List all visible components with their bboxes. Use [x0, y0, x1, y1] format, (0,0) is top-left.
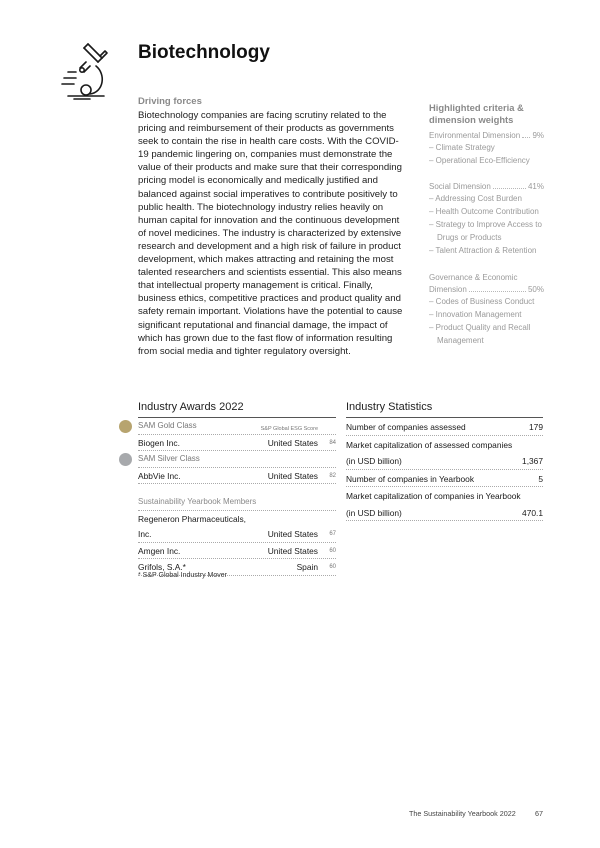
award-row — [138, 435, 336, 452]
members-label: Sustainability Yearbook Members — [138, 497, 257, 506]
stat-label: Number of companies assessed — [346, 422, 466, 432]
criteria-blocks — [429, 130, 544, 347]
criteria-item: – Codes of Business Conduct — [429, 297, 535, 306]
criteria-dimension-label: Dimension — [429, 285, 467, 294]
industry-awards — [138, 401, 336, 576]
member-row-line1 — [138, 511, 336, 527]
member-company: Grifols, S.A.* — [138, 562, 186, 572]
award-row — [138, 468, 336, 485]
criteria-heading: Highlighted criteria & dimension weights — [429, 102, 524, 125]
criteria-dimension — [429, 284, 544, 295]
criteria-section — [429, 102, 544, 361]
stat-row — [346, 470, 543, 488]
criteria-item: – Strategy to Improve Access to Drugs or Products — [429, 220, 542, 242]
award-company: Biogen Inc. — [138, 437, 180, 448]
criteria-weight: 41% — [527, 182, 544, 191]
stat-value: 470.1 — [522, 507, 543, 518]
criteria-block — [429, 181, 544, 257]
award-country: United States — [267, 470, 318, 481]
stat-value: 1,367 — [522, 456, 543, 466]
criteria-weight: 50% — [527, 285, 544, 294]
dotted-leader — [522, 130, 530, 138]
gold-medal-icon — [119, 420, 132, 433]
criteria-item: – Talent Attraction & Retention — [429, 246, 537, 255]
criteria-block — [429, 271, 544, 347]
footer-text: The Sustainability Yearbook 2022 — [409, 809, 516, 818]
member-score: 67 — [329, 531, 336, 537]
stat-row — [346, 418, 543, 436]
criteria-weight: 9% — [532, 131, 544, 140]
criteria-dimension-label: Governance & Economic — [429, 273, 518, 282]
member-company-cont: Inc. — [138, 529, 152, 539]
stat-label: (in USD billion) — [346, 507, 402, 518]
criteria-item: – Product Quality and Recall Management — [429, 323, 531, 345]
criteria-dimension-label: Environmental Dimension — [429, 131, 521, 140]
member-country: Spain — [296, 562, 318, 572]
stat-value: 5 — [538, 473, 543, 484]
member-score: 60 — [329, 547, 336, 554]
silver-medal-icon — [119, 453, 132, 466]
dotted-leader — [493, 181, 526, 189]
gold-class-label: SAM Gold Class — [138, 421, 197, 430]
stat-label: Market capitalization of companies in Yearbook — [346, 491, 521, 501]
member-row — [138, 526, 336, 543]
award-score: 84 — [329, 439, 336, 446]
stat-row — [346, 504, 543, 522]
page-title: Biotechnology — [138, 42, 270, 63]
stats-heading: Industry Statistics — [346, 401, 543, 418]
member-country: United States — [267, 529, 318, 539]
silver-class-label: SAM Silver Class — [138, 454, 200, 463]
award-country: United States — [267, 437, 318, 448]
criteria-item: – Health Outcome Contribution — [429, 207, 539, 216]
driving-forces-heading: Driving forces — [138, 96, 202, 107]
stat-label: (in USD billion) — [346, 456, 402, 466]
award-company: AbbVie Inc. — [138, 470, 181, 481]
member-score: 60 — [329, 564, 336, 570]
dotted-leader — [469, 284, 526, 292]
member-row — [138, 543, 336, 560]
criteria-item: – Innovation Management — [429, 310, 522, 319]
award-score: 82 — [329, 472, 336, 479]
stat-row — [346, 436, 543, 453]
criteria-block — [429, 130, 544, 167]
silver-class-row — [138, 451, 336, 468]
member-country: United States — [267, 545, 318, 556]
footnote: * S&P Global Industry Mover — [138, 572, 227, 579]
driving-forces-text: Biotechnology companies are facing scrutiny related to the pricing and reimbursement of their products as governments seek to contain the rise in health care costs. With the COVID-19 pandemic lingering on, companies must demonstrate the value of their products and make sure that their corresponding pricing model is economically and medically justified and balanced against social imperatives to contribute positively to public health. The biotechnology industry relies heavily on human capital for innovation and the continuous development of novel medicines. The industry is characterized by extensive research and development and a high risk of failure in product development, which makes attracting and retaining the most talented researchers and scientists essential. This also means that intellectual property management is critical. Finally, business ethics, competitive practices and product quality and safety remain important. Violations have the potential to cause significant reputational and financial damage, the impact of which has grown due to the fast flow of information resulting from social media and tighter regulatory oversight. — [138, 110, 403, 357]
microscope-icon — [60, 42, 112, 100]
criteria-dimension — [429, 181, 544, 192]
score-header: S&P Global ESG Score — [260, 426, 318, 432]
criteria-dimension — [429, 130, 544, 141]
page-number: 67 — [535, 809, 543, 818]
awards-heading: Industry Awards 2022 — [138, 401, 336, 418]
industry-statistics — [346, 401, 543, 521]
driving-forces-section — [138, 96, 406, 358]
criteria-item: – Climate Strategy — [429, 143, 495, 152]
gold-class-row — [138, 418, 336, 435]
criteria-item: – Operational Eco-Efficiency — [429, 156, 530, 165]
criteria-dimension-label: Social Dimension — [429, 182, 491, 191]
stat-label: Market capitalization of assessed companies — [346, 439, 513, 450]
stat-row — [346, 452, 543, 470]
member-company: Regeneron Pharmaceuticals, — [138, 513, 247, 524]
stat-value: 179 — [529, 422, 543, 432]
members-row — [138, 494, 336, 511]
member-company: Amgen Inc. — [138, 545, 181, 556]
criteria-item: – Addressing Cost Burden — [429, 194, 522, 203]
stat-row — [346, 487, 543, 504]
stat-label: Number of companies in Yearbook — [346, 473, 475, 484]
